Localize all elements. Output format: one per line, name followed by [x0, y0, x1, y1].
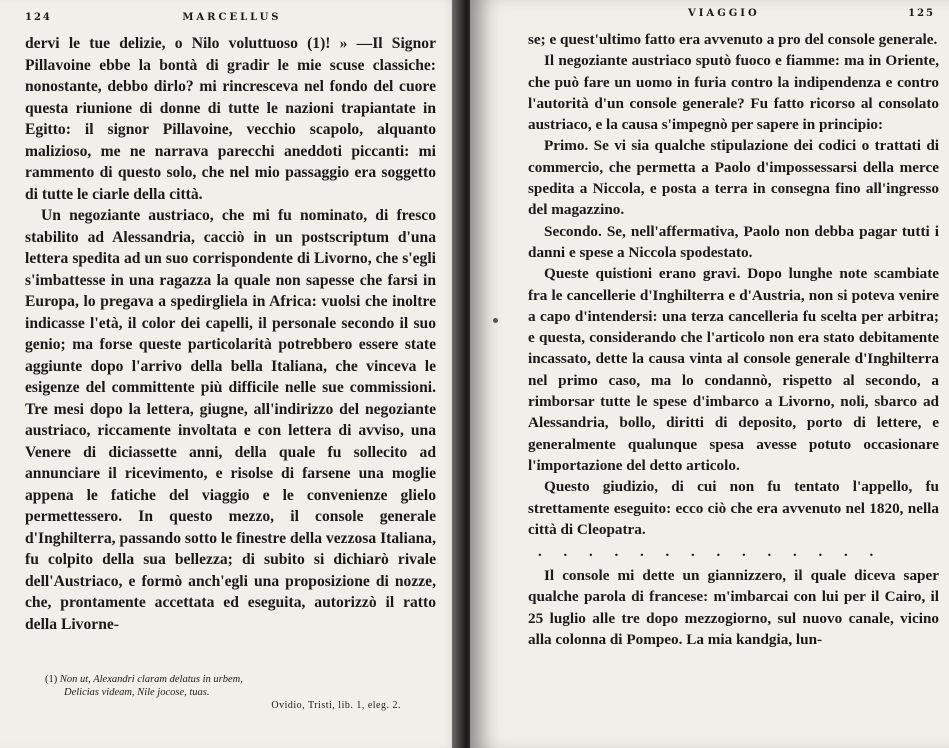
- right-running-title: VIAGGIO: [688, 8, 760, 19]
- footnote-citation: Ovidio, Tristi, lib. 1, eleg. 2.: [271, 700, 401, 711]
- right-running-head: [528, 8, 939, 19]
- right-paragraph-5: Queste quistioni erano gravi. Dopo lunghe note scambiate fra le cancellerie d'Inghilterra e d'Austria, non si poteva venire a capo d'intendersi: una terza cancelleria fu scelta per arbitra; e questa, considerando che l'articolo non era stato debitamente incassato, dette la causa vinta al console generale d'Inghilterra nel primo caso, ma lo condannò, rispetto al secondo, a rimborsar tutte le spese d'imbarco a Livorno, noli, sbarco ad Alessandria, bollo, diritti di deposito, porto di lettere, e generalmente qualunque spesa avesse potuto occasionare l'importazione del detto articolo.: [528, 265, 939, 474]
- right-paragraph-4: Secondo. Se, nell'affermativa, Paolo non debba pagar tutti i danni e spese a Niccola spodestato.: [528, 222, 939, 261]
- right-page: [470, 0, 949, 748]
- footnote-marker: (1): [45, 674, 58, 685]
- right-page-number: 125: [908, 8, 935, 19]
- footnote-verse-1: Non ut, Alexandri claram delatus in urbem,: [59, 674, 243, 685]
- left-page: [0, 0, 458, 748]
- margin-dot-icon: [493, 318, 498, 323]
- left-running-title: MARCELLUS: [182, 12, 282, 23]
- left-paragraph-2: Un negoziante austriaco, che mi fu nominato, di fresco stabilito ad Alessandria, cacciò in un postscriptum d'una lettera spedita ad un suo corrispondente di Livorno, che s'egli s'imbattesse in una ragazza la quale non sapesse che farsi in Europa, lo pregava a spedirgliela in Africa: vuolsi che inoltre indicasse l'età, il color dei capelli, il personale secondo il suo genio; ma forse queste particolarità potrebbero essere state aggiunte dopo l'arrivo della bella Italiana, che vinceva le esigenze del committente più difficile nelle sue commissioni. Tre mesi dopo la lettera, giugne, all'indirizzo del negoziante austriaco, riccamente involtata e con lettera di avviso, una Venere di diciassette anni, della quale fu sollecito ad annunciare il ricevimento, e risolse di farsene una moglie appena le fatiche del viaggio e le convenienze glielo permettessero. In questo mezzo, il console generale d'Inghilterra, passando sotto le finestre della vezzosa Italiana, fu colpito della sua bellezza; di subito si dichiarò rivale dell'Austriaco, e formò anch'egli una proposizione di nozze, che, prontamente accettata ed eseguita, autorizzò il ratto della Livorne-: [25, 207, 436, 633]
- left-paragraph-1: dervi le tue delizie, o Nilo voluttuoso (1)! » —Il Signor Pillavoine ebbe la bontà di gradir le mie scuse classiche: nonostante, debbo dirlo? mi rincresceva nel fondo del cuore questa riunione di donne di tutte le nazioni trapiantate in Egitto: il signor Pillavoine, vecchio scapolo, alquanto malizioso, me ne narrava parecchi aneddoti piccanti: mi rammento di questo solo, che nel mio passaggio era soggetto di tutte le ciarle della città.: [25, 35, 436, 203]
- right-page-text: [528, 29, 939, 650]
- left-running-head: [25, 12, 436, 23]
- right-paragraph-1: se; e quest'ultimo fatto era avvenuto a pro del console generale.: [528, 31, 938, 48]
- ellipsis-line: . . . . . . . . . . . . . .: [538, 544, 883, 561]
- right-paragraph-2: Il negoziante austriaco sputò fuoco e fiamme: ma in Oriente, che può fare un uomo in furia contro la indipendenza e contro l'autorità d'un console generale? Fu fatto ricorso al consolato austriaco, e la causa s'impegnò per sapere in principio:: [528, 52, 939, 134]
- footnote-verse-2: Delicias videam, Nile jocose, tuas.: [64, 687, 210, 698]
- left-page-text: [25, 33, 436, 635]
- left-page-number: 124: [25, 12, 52, 23]
- right-paragraph-3: Primo. Se vi sia qualche stipulazione dei codici o trattati di commercio, che permetta a Paolo d'impossessarsi della merce spedita a Niccola, e posta a terra in consegna fino all'ingresso del magazzino.: [528, 137, 939, 219]
- footnote: [25, 673, 436, 712]
- right-paragraph-6: Questo giudizio, di cui non fu tentato l'appello, fu strettamente eseguito: ecco ciò che era avvenuto nel 1820, nella città di Cleopatra.: [528, 478, 939, 538]
- right-paragraph-7: Il console mi dette un giannizzero, il quale diceva saper qualche parola di francese: m'imbarcai con lui per il Cairo, il 25 luglio alle tre dopo mezzogiorno, sul nuovo canale, vicino alla colonna di Pompeo. La mia kandgia, lun-: [528, 567, 939, 649]
